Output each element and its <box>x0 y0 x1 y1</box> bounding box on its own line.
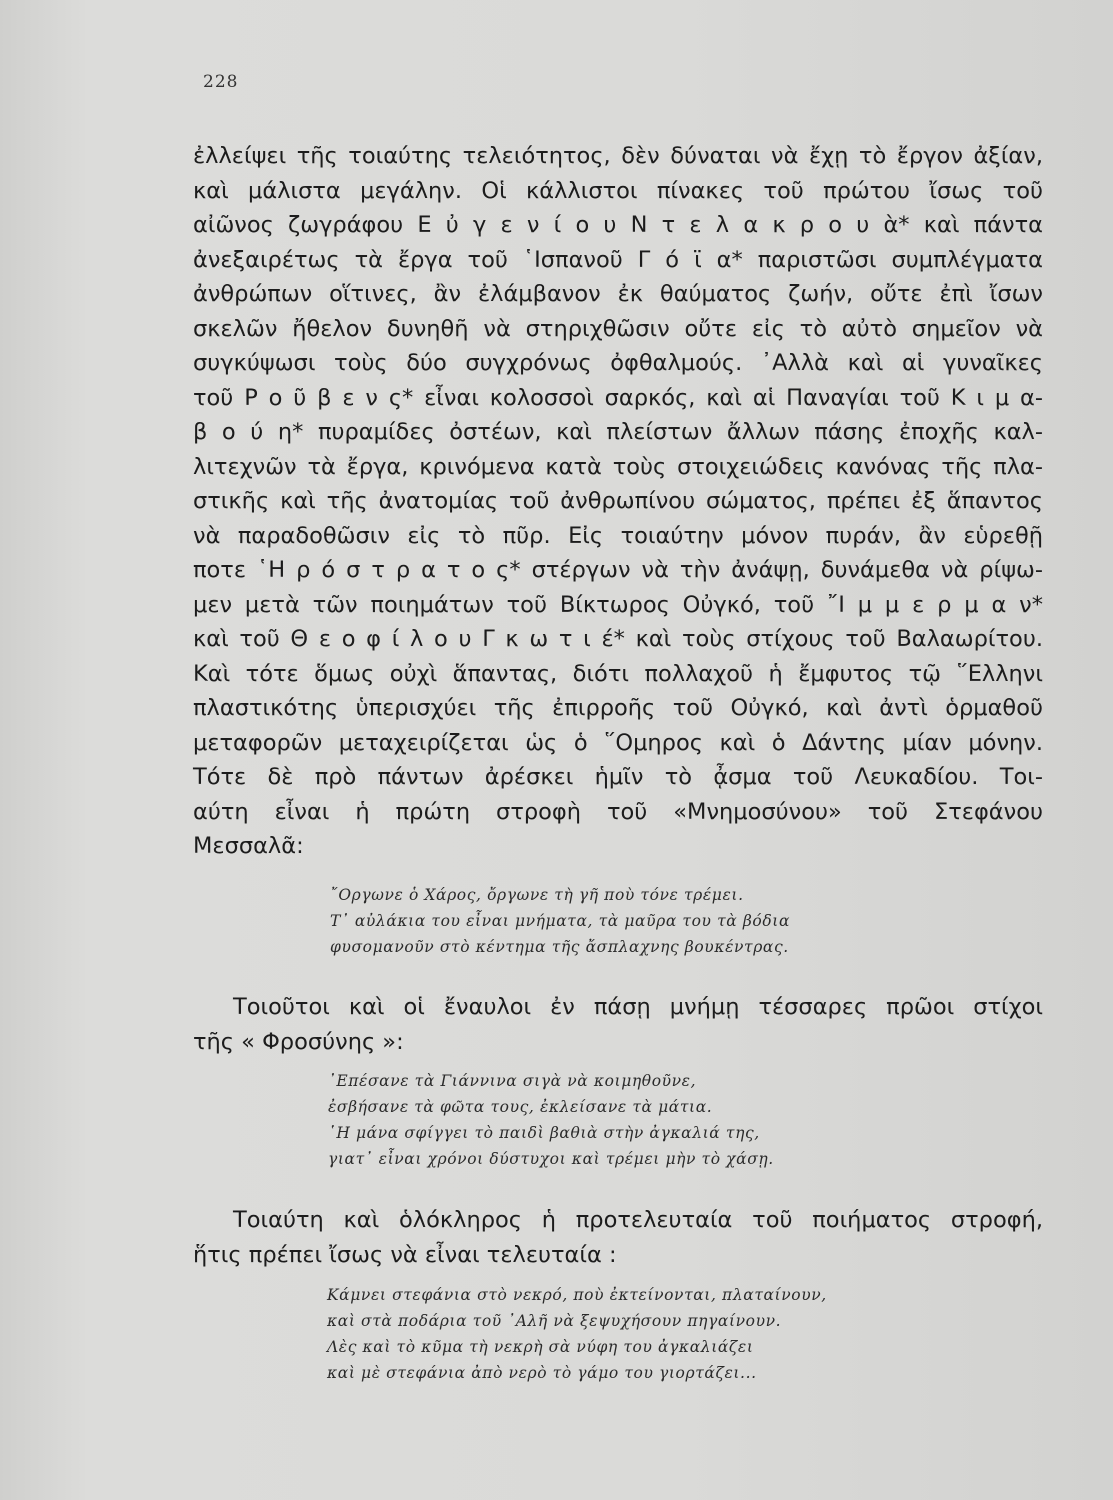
text-line: σκελῶν ἤθελον δυνηθῆ νὰ στηριχθῶσιν οὔτε εἰς τὸ αὐτὸ σημεῖον νὰ <box>193 315 1043 342</box>
verse-line: φυσομανοῦν στὸ κέντημα τῆς ἄσπλαχνης βουκέντρας. <box>330 938 789 956</box>
text-line: συγκύψωσι τοὺς δύο συγχρόνως ὀφθαλμούς. ᾿Αλλὰ καὶ αἱ γυναῖκες <box>193 350 1043 376</box>
text-line: λιτεχνῶν τὰ ἔργα, κρινόμενα κατὰ τοὺς στοιχειώδεις κανόνας τῆς πλα- <box>193 453 1043 480</box>
verse-line: Κάμνει στεφάνια στὸ νεκρό, ποὺ ἐκτείνονται, πλαταίνουν, <box>327 1286 827 1304</box>
text-line: καὶ τοῦ Θ ε ο φ ί λ ο υ Γ κ ω τ ι έ* καὶ τοὺς στίχους τοῦ Βαλαωρίτου. <box>193 626 1043 652</box>
text-line: καὶ μάλιστα μεγάλην. Οἱ κάλλιστοι πίνακες τοῦ πρώτου ἴσως τοῦ <box>193 177 1043 204</box>
text-line: στικῆς καὶ τῆς ἀνατομίας τοῦ ἀνθρωπίνου σώματος, πρέπει ἐξ ἅπαντος <box>193 488 1043 514</box>
text-line: νὰ παραδοθῶσιν εἰς τὸ πῦρ. Εἰς τοιαύτην μόνον πυράν, ἂν εὑρεθῇ <box>193 522 1043 549</box>
text-line: Τότε δὲ πρὸ πάντων ἀρέσκει ἡμῖν τὸ ᾆσμα τοῦ Λευκαδίου. Τοι- <box>193 764 1043 790</box>
text-line: τῆς « Φροσύνης »: <box>193 1028 404 1055</box>
text-line: ποτε ῾Η ρ ό σ τ ρ α τ ο ς* στέργων νὰ τὴν ἀνάψῃ, δυνάμεθα νὰ ρίψω- <box>193 557 1043 583</box>
text-line: β ο ύ η* πυραμίδες ὀστέων, καὶ πλείστων ἄλλων πάσης ἐποχῆς καλ- <box>193 419 1043 445</box>
verse-line: ῾Η μάνα σφίγγει τὸ παιδὶ βαθιὰ στὴν ἀγκαλιά της, <box>328 1124 760 1142</box>
verse-line: καὶ μὲ στεφάνια ἀπὸ νερὸ τὸ γάμο του γιορτάζει... <box>327 1364 757 1382</box>
verse-quote-2 <box>328 1068 774 1172</box>
verse-quote-1 <box>330 882 790 960</box>
text-line: Τοιοῦτοι καὶ οἱ ἔναυλοι ἐν πάσῃ μνήμῃ τέσσαρες πρῶοι στίχοι <box>233 994 1043 1020</box>
text-line: μεν μετὰ τῶν ποιημάτων τοῦ Βίκτωρος Οὐγκό, τοῦ ῎Ι μ μ ε ρ μ α ν* <box>193 591 1043 618</box>
verse-line: ᾿Επέσανε τὰ Γιάννινα σιγὰ νὰ κοιμηθοῦνε, <box>328 1072 697 1090</box>
text-line: τοῦ Ρ ο ῦ β ε ν ς* εἶναι κολοσσοὶ σαρκός, καὶ αἱ Παναγίαι τοῦ Κ ι μ α- <box>193 384 1043 411</box>
verse-line: Λὲς καὶ τὸ κῦμα τὴ νεκρὴ σὰ νύφη του ἀγκαλιάζει <box>327 1338 754 1356</box>
main-paragraph <box>193 139 1043 864</box>
verse-line: καὶ στὰ ποδάρια τοῦ ᾿Αλῆ νὰ ξεψυχήσουν πηγαίνουν. <box>327 1312 782 1330</box>
text-line: αύτη εἶναι ἡ πρώτη στροφὴ τοῦ «Μνημοσύνου» τοῦ Στεφάνου <box>193 798 1043 825</box>
text-line: Μεσσαλᾶ: <box>193 833 304 859</box>
text-line: Καὶ τότε ὅμως οὐχὶ ἅπαντας, διότι πολλαχοῦ ἡ ἔμφυτος τῷ ῞Ελληνι <box>193 660 1043 687</box>
text-line: πλαστικότης ὑπερισχύει τῆς ἐπιρροῆς τοῦ Οὐγκό, καὶ ἀντὶ ὁρμαθοῦ <box>193 695 1043 721</box>
text-line: ἥτις πρέπει ἴσως νὰ εἶναι τελευταία : <box>193 1241 617 1268</box>
text-line: μεταφορῶν μεταχειρίζεται ὡς ὁ ῞Ομηρος καὶ ὁ Δάντης μίαν μόνην. <box>193 729 1043 756</box>
verse-line: γιατ᾿ εἶναι χρόνοι δύστυχοι καὶ τρέμει μὴν τὸ χάσῃ. <box>328 1150 774 1168</box>
text-line: αἰῶνος ζωγράφου Ε ὐ γ ε ν ί ο υ Ν τ ε λ α κ ρ ο υ ὰ* καὶ πάντα <box>193 212 1043 238</box>
text-line: ἐλλείψει τῆς τοιαύτης τελειότητος, δὲν δύναται νὰ ἔχῃ τὸ ἔργον ἀξίαν, <box>193 143 1043 169</box>
text-line: Τοιαύτη καὶ ὁλόκληρος ἡ προτελευταία τοῦ ποιήματος στροφή, <box>233 1207 1043 1233</box>
verse-line: Τ᾿ αὐλάκια του εἶναι μνήματα, τὰ μαῦρα του τὰ βόδια <box>330 912 791 930</box>
page-number: 228 <box>203 72 239 92</box>
verse-quote-3 <box>327 1282 827 1386</box>
paragraph-3 <box>193 1203 1043 1272</box>
verse-line: ῎Οργωνε ὁ Χάρος, ὄργωνε τὴ γῆ ποὺ τόνε τρέμει. <box>330 886 744 904</box>
text-line: ἀνεξαιρέτως τὰ ἔργα τοῦ ῾Ισπανοῦ Γ ό ϊ α* παριστῶσι συμπλέγματα <box>193 246 1043 273</box>
verse-line: ἐσβήσανε τὰ φῶτα τους, ἐκλείσανε τὰ μάτια. <box>328 1098 713 1116</box>
paragraph-2 <box>193 990 1043 1059</box>
text-line: ἀνθρώπων οἵτινες, ἂν ἐλάμβανον ἐκ θαύματος ζωήν, οὔτε ἐπὶ ἴσων <box>193 281 1043 307</box>
